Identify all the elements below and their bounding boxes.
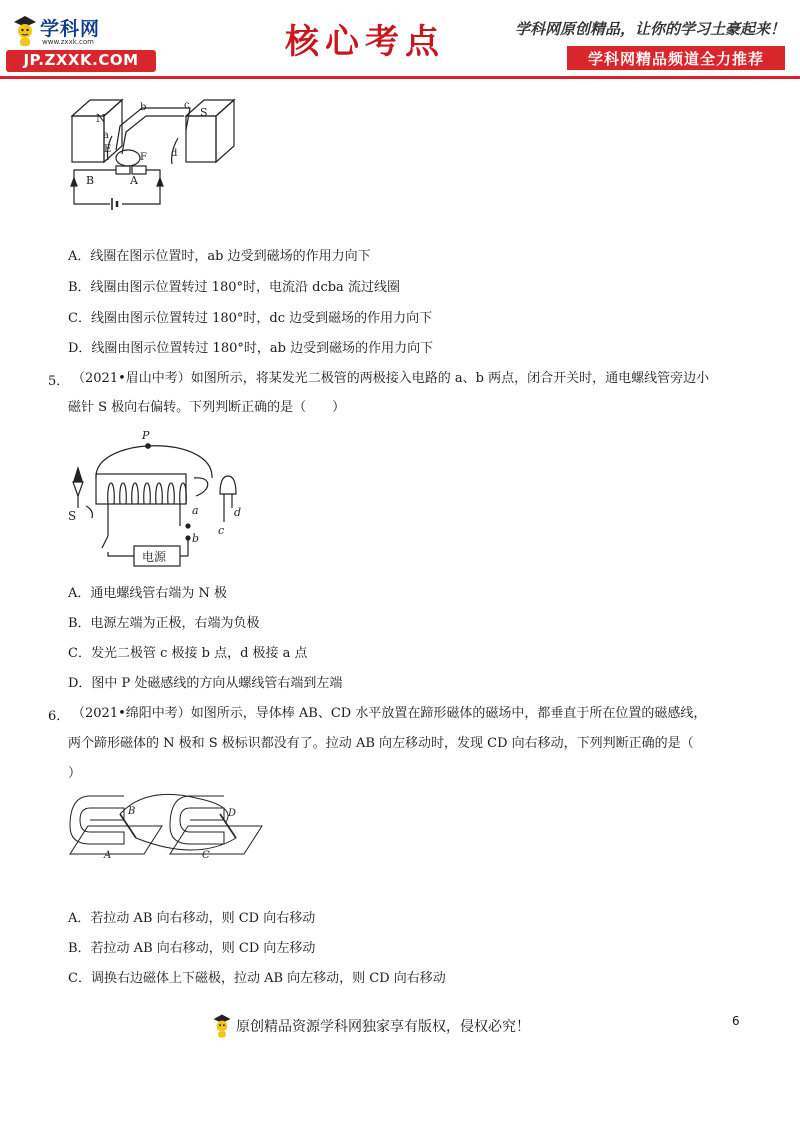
label-n: N xyxy=(96,112,106,125)
label-e: E xyxy=(104,144,112,155)
label-d-pole: d xyxy=(234,506,242,519)
footer-mascot-icon xyxy=(212,1012,232,1040)
label-power: 电源 xyxy=(142,550,167,564)
q6-number: 6． xyxy=(48,709,70,724)
label-s-pole: S xyxy=(68,509,77,523)
q6-option-c[interactable]: C．调换右边磁体上下磁极，拉动 AB 向左移动，则 CD 向右移动 xyxy=(68,971,446,986)
label-rod-a: A xyxy=(104,850,112,861)
label-d: d xyxy=(171,148,178,159)
q6-stem-line3: ） xyxy=(68,766,82,781)
q5-stem-line1: （2021•眉山中考）如图所示，将某发光二极管的两极接入电路的 a、b 两点，闭合开关时，通电螺线管旁边小 xyxy=(72,371,710,386)
label-c: c xyxy=(184,100,190,111)
q4-option-a[interactable]: A．线圈在图示位置时，ab 边受到磁场的作用力向下 xyxy=(68,249,371,264)
magnets-figure xyxy=(66,792,282,884)
q6-option-b[interactable]: B．若拉动 AB 向右移动，则 CD 向左移动 xyxy=(68,941,316,956)
solenoid-figure xyxy=(64,426,264,576)
label-brush-a: A xyxy=(130,174,138,187)
label-b-point: b xyxy=(192,532,200,545)
logo-small-url: www.zxxk.com xyxy=(42,38,94,46)
q5-option-b[interactable]: B．电源左端为正极，右端为负极 xyxy=(68,616,260,631)
header-divider xyxy=(0,76,800,79)
label-rod-d: D xyxy=(228,808,237,819)
label-c-pole: c xyxy=(218,524,225,537)
page-number: 6 xyxy=(732,1014,740,1028)
label-b: b xyxy=(140,102,147,113)
q6-stem-line2: 两个蹄形磁体的 N 极和 S 极标识都没有了。拉动 AB 向左移动时，发现 CD 向右移动，下列判断正确的是（ xyxy=(68,736,694,751)
q5-stem-line2: 磁针 S 极向右偏转。下列判断正确的是（ ） xyxy=(68,400,346,415)
footer-copyright: 原创精品资源学科网独家享有版权，侵权必究！ xyxy=(236,1019,530,1035)
label-brush-b: B xyxy=(86,174,95,187)
logo-name: 学科网 xyxy=(40,18,101,40)
q6-option-a[interactable]: A．若拉动 AB 向右移动，则 CD 向右移动 xyxy=(68,911,316,926)
label-s: S xyxy=(200,106,208,119)
recommend-text: 学科网精品频道全力推荐 xyxy=(587,50,764,68)
header-slogan: 学科网原创精品，让你的学习土豪起来！ xyxy=(515,20,786,38)
motor-figure xyxy=(60,86,250,216)
q4-option-c[interactable]: C．线圈由图示位置转过 180°时，dc 边受到磁场的作用力向下 xyxy=(68,311,433,326)
label-rod-b: B xyxy=(128,806,136,817)
q4-option-b[interactable]: B．线圈由图示位置转过 180°时，电流沿 dcba 流过线圈 xyxy=(68,280,400,295)
page-title: 核心考点 xyxy=(285,22,445,62)
label-rod-c: C xyxy=(202,850,210,861)
q5-option-a[interactable]: A．通电螺线管右端为 N 极 xyxy=(68,586,228,601)
mascot-icon xyxy=(12,14,38,48)
label-f: F xyxy=(140,152,147,163)
q5-number: 5． xyxy=(48,374,70,389)
label-a: a xyxy=(103,130,109,141)
logo-url[interactable]: JP.ZXXK.COM xyxy=(23,51,139,69)
label-p: P xyxy=(142,429,150,442)
label-a-point: a xyxy=(192,504,199,517)
q6-stem-line1: （2021•绵阳中考）如图所示，导体棒 AB、CD 水平放置在蹄形磁体的磁场中，都垂直于所在位置的磁感线， xyxy=(72,706,707,721)
q5-option-c[interactable]: C．发光二极管 c 极接 b 点，d 极接 a 点 xyxy=(68,646,308,661)
q5-option-d[interactable]: D．图中 P 处磁感线的方向从螺线管右端到左端 xyxy=(68,676,343,691)
q4-option-d[interactable]: D．线圈由图示位置转过 180°时，ab 边受到磁场的作用力向下 xyxy=(68,341,434,356)
